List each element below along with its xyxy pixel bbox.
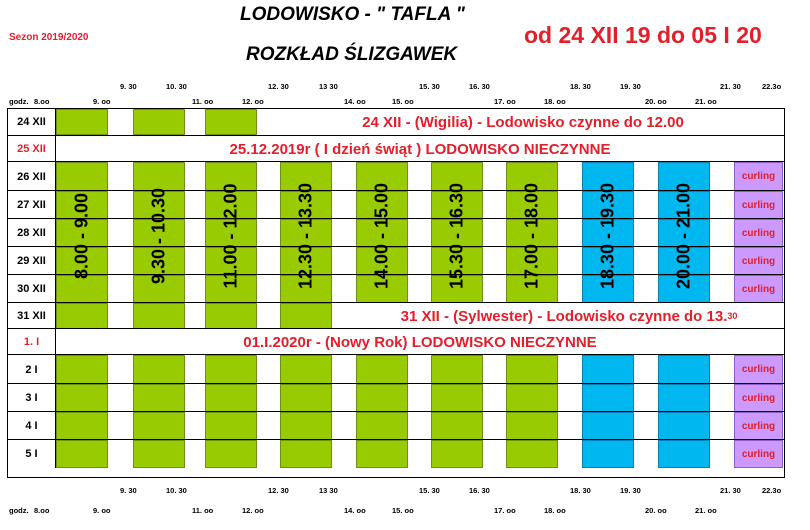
schedule-row [8, 354, 784, 384]
day-label: 25 XII [8, 136, 56, 162]
session-slot[interactable] [56, 109, 108, 135]
curling-slot[interactable]: curling [734, 384, 783, 412]
time-upper-tick: 16. 30 [469, 82, 490, 91]
session-time-label: 11.00 - 12.00 [220, 182, 241, 289]
time-lower-tick: 21. oo [695, 97, 717, 106]
time-lower-tick: 9. oo [93, 506, 111, 515]
time-upper-tick: 15. 30 [419, 82, 440, 91]
time-lower-tick: 17. oo [494, 97, 516, 106]
time-upper-tick: 13 30 [319, 82, 338, 91]
session-slot[interactable] [56, 275, 108, 303]
schedule-row [8, 328, 784, 355]
time-lower-tick: 17. oo [494, 506, 516, 515]
session-slot[interactable] [506, 355, 558, 384]
session-time-label: 8.00 - 9.00 [71, 192, 92, 279]
time-lower-tick: 18. oo [544, 97, 566, 106]
closed-banner: 25.12.2019r ( I dzień świąt ) LODOWISKO NIECZYNNE [56, 136, 784, 162]
time-upper-tick: 9. 30 [120, 82, 137, 91]
hours-banner-sup: 30 [727, 311, 738, 321]
session-slot[interactable] [205, 109, 257, 135]
session-time-label: 15.30 - 16.30 [446, 182, 467, 289]
session-slot[interactable] [205, 440, 257, 468]
session-time-label: 18.30 - 19.30 [597, 182, 618, 289]
session-slot[interactable] [56, 162, 108, 191]
time-lower-tick: 15. oo [392, 506, 414, 515]
curling-slot[interactable]: curling [734, 162, 783, 191]
curling-slot[interactable]: curling [734, 440, 783, 468]
schedule-row [8, 218, 784, 247]
session-slot[interactable] [658, 440, 710, 468]
date-range: od 24 XII 19 do 05 I 20 [524, 22, 762, 48]
time-lower-tick: 21. oo [695, 506, 717, 515]
session-slot[interactable] [205, 303, 257, 329]
session-slot[interactable] [56, 355, 108, 384]
session-slot[interactable] [582, 355, 634, 384]
session-slot[interactable] [506, 384, 558, 412]
session-slot[interactable] [658, 412, 710, 440]
session-time-label: 14.00 - 15.00 [371, 182, 392, 289]
hours-banner [354, 303, 784, 329]
time-upper-tick: 9. 30 [120, 486, 137, 495]
schedule-row [8, 161, 784, 191]
time-lower-tick: godz. [9, 97, 29, 106]
day-label: 2 I [8, 355, 56, 384]
session-slot[interactable] [133, 440, 185, 468]
day-label: 27 XII [8, 191, 56, 219]
time-upper-tick: 12. 30 [268, 486, 289, 495]
time-upper-tick: 10. 30 [166, 486, 187, 495]
session-slot[interactable] [431, 440, 483, 468]
schedule-row [8, 135, 784, 162]
day-label: 24 XII [8, 109, 56, 135]
time-lower-tick: godz. [9, 506, 29, 515]
schedule-row [8, 411, 784, 440]
schedule-grid [7, 108, 785, 478]
time-lower-tick: 12. oo [242, 97, 264, 106]
session-slot[interactable] [658, 384, 710, 412]
session-slot[interactable] [133, 109, 185, 135]
schedule-row [8, 302, 784, 329]
session-slot[interactable] [133, 412, 185, 440]
time-upper-tick: 19. 30 [620, 82, 641, 91]
session-slot[interactable] [582, 440, 634, 468]
day-label: 31 XII [8, 303, 56, 329]
session-slot[interactable] [506, 412, 558, 440]
session-slot[interactable] [582, 412, 634, 440]
session-slot[interactable] [133, 384, 185, 412]
schedule-row [8, 383, 784, 412]
schedule-row [8, 246, 784, 275]
day-label: 26 XII [8, 162, 56, 191]
hours-banner [262, 109, 784, 135]
day-label: 30 XII [8, 275, 56, 303]
day-label: 1. I [8, 329, 56, 355]
time-upper-tick: 18. 30 [570, 82, 591, 91]
time-lower-tick: 14. oo [344, 506, 366, 515]
hours-banner-text: 24 XII - (Wigilia) - Lodowisko czynne do 12.00 [362, 113, 684, 131]
session-slot[interactable] [56, 440, 108, 468]
session-slot[interactable] [356, 440, 408, 468]
curling-slot[interactable]: curling [734, 191, 783, 219]
session-slot[interactable] [205, 384, 257, 412]
closed-banner: 01.I.2020r - (Nowy Rok) LODOWISKO NIECZYNNE [56, 329, 784, 355]
time-upper-tick: 15. 30 [419, 486, 440, 495]
session-time-label: 9.30 - 10.30 [148, 187, 169, 284]
time-upper-tick: 22.3o [762, 82, 782, 91]
session-slot[interactable] [133, 162, 185, 191]
hours-banner-text: 31 XII - (Sylwester) - Lodowisko czynne do 13. [400, 307, 728, 325]
session-slot[interactable] [205, 355, 257, 384]
session-slot[interactable] [56, 303, 108, 329]
session-time-label: 17.00 - 18.00 [521, 182, 542, 289]
curling-slot[interactable]: curling [734, 275, 783, 303]
session-slot[interactable] [280, 384, 332, 412]
session-slot[interactable] [280, 355, 332, 384]
time-upper-tick: 16. 30 [469, 486, 490, 495]
page-title: LODOWISKO - " TAFLA " [240, 4, 465, 25]
session-slot[interactable] [56, 412, 108, 440]
time-lower-tick: 11. oo [192, 97, 214, 106]
session-slot[interactable] [431, 384, 483, 412]
day-label: 5 I [8, 440, 56, 468]
time-lower-tick: 14. oo [344, 97, 366, 106]
session-slot[interactable] [280, 303, 332, 329]
day-label: 3 I [8, 384, 56, 412]
session-time-label: 20.00 - 21.00 [673, 182, 694, 289]
curling-slot[interactable]: curling [734, 412, 783, 440]
time-upper-tick: 12. 30 [268, 82, 289, 91]
time-lower-tick: 18. oo [544, 506, 566, 515]
time-lower-tick: 11. oo [192, 506, 214, 515]
time-upper-tick: 10. 30 [166, 82, 187, 91]
schedule-row [8, 274, 784, 303]
curling-slot[interactable]: curling [734, 219, 783, 247]
day-label: 4 I [8, 412, 56, 440]
session-slot[interactable] [133, 355, 185, 384]
schedule-row [8, 190, 784, 219]
day-label: 29 XII [8, 247, 56, 275]
session-slot[interactable] [205, 412, 257, 440]
session-slot[interactable] [431, 412, 483, 440]
session-slot[interactable] [431, 355, 483, 384]
session-slot[interactable] [356, 355, 408, 384]
session-slot[interactable] [280, 412, 332, 440]
time-lower-tick: 20. oo [645, 506, 667, 515]
time-lower-tick: 12. oo [242, 506, 264, 515]
schedule-row [8, 109, 784, 135]
time-upper-tick: 19. 30 [620, 486, 641, 495]
season-label: Sezon 2019/2020 [9, 32, 89, 43]
day-label: 28 XII [8, 219, 56, 247]
time-lower-tick: 20. oo [645, 97, 667, 106]
curling-slot[interactable]: curling [734, 355, 783, 384]
time-lower-tick: 9. oo [93, 97, 111, 106]
time-upper-tick: 21. 30 [720, 486, 741, 495]
session-slot[interactable] [506, 440, 558, 468]
session-slot[interactable] [56, 384, 108, 412]
time-upper-tick: 13 30 [319, 486, 338, 495]
session-slot[interactable] [582, 384, 634, 412]
page-subtitle: ROZKŁAD ŚLIZGAWEK [246, 44, 458, 65]
session-slot[interactable] [133, 303, 185, 329]
session-slot[interactable] [658, 355, 710, 384]
time-lower-tick: 8.oo [34, 506, 50, 515]
curling-slot[interactable]: curling [734, 247, 783, 275]
session-slot[interactable] [280, 440, 332, 468]
session-time-label: 12.30 - 13.30 [295, 182, 316, 289]
time-lower-tick: 15. oo [392, 97, 414, 106]
session-slot[interactable] [356, 412, 408, 440]
time-upper-tick: 22.3o [762, 486, 782, 495]
schedule-row [8, 439, 784, 468]
time-upper-tick: 21. 30 [720, 82, 741, 91]
session-slot[interactable] [356, 384, 408, 412]
time-upper-tick: 18. 30 [570, 486, 591, 495]
time-lower-tick: 8.oo [34, 97, 50, 106]
